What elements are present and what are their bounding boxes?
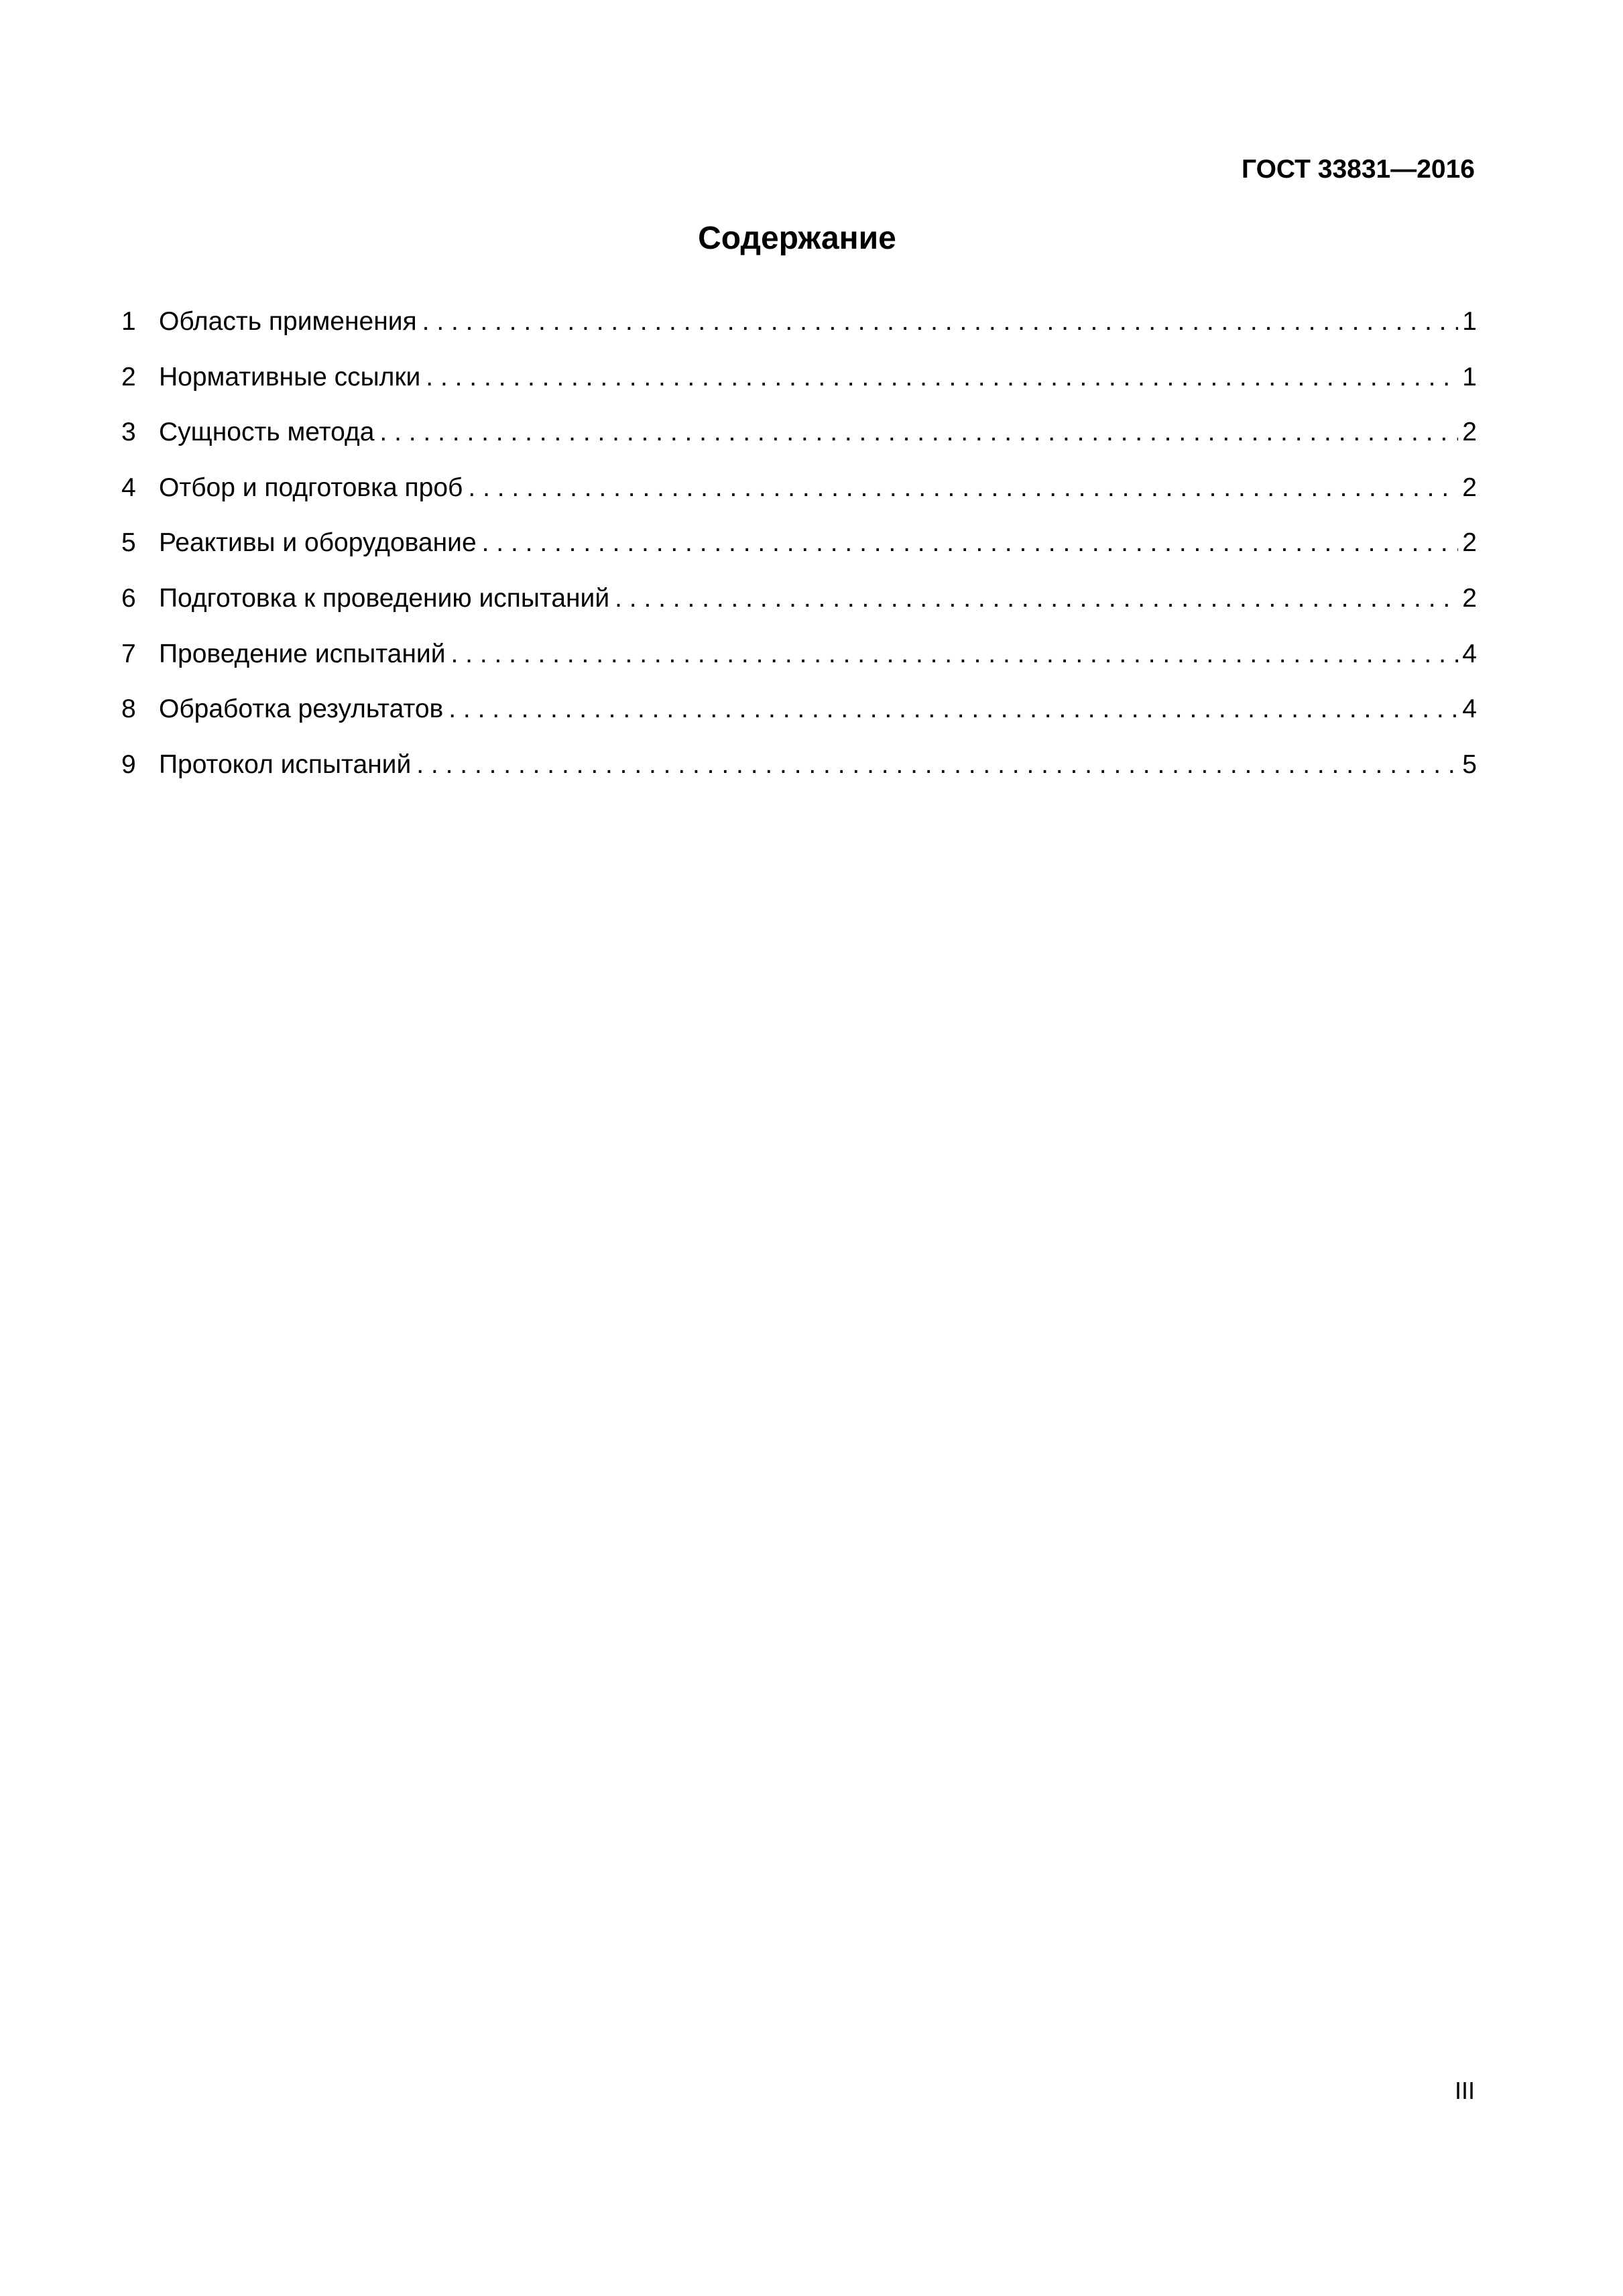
toc-entry-page: 1 <box>1462 307 1477 336</box>
toc-entry-6[interactable] <box>121 582 1477 638</box>
toc-entry-4[interactable] <box>121 471 1477 527</box>
toc-entry-number: 9 <box>121 749 136 779</box>
toc-entry-label: Подготовка к проведению испытаний <box>159 583 610 613</box>
table-of-contents <box>121 305 1477 803</box>
toc-entry-label: Обработка результатов <box>159 694 444 724</box>
toc-entry-label: Реактивы и оборудование <box>159 528 477 558</box>
toc-dot-leader <box>422 305 1459 339</box>
toc-title: Содержание <box>698 221 896 256</box>
toc-entry-page: 5 <box>1462 749 1477 779</box>
toc-entry-label: Область применения <box>159 307 417 336</box>
toc-entry-3[interactable] <box>121 416 1477 471</box>
toc-entry-page: 4 <box>1462 639 1477 668</box>
toc-dot-leader <box>426 361 1458 394</box>
toc-entry-page: 4 <box>1462 694 1477 724</box>
toc-entry-label: Протокол испытаний <box>159 749 412 779</box>
toc-entry-label: Отбор и подготовка проб <box>159 473 463 502</box>
toc-entry-label: Сущность метода <box>159 418 375 447</box>
toc-dot-leader <box>482 526 1459 560</box>
toc-entry-5[interactable] <box>121 526 1477 582</box>
toc-entry-number: 7 <box>121 639 136 668</box>
toc-entry-number: 2 <box>121 362 136 391</box>
toc-entry-page: 2 <box>1462 583 1477 613</box>
toc-entry-number: 3 <box>121 418 136 447</box>
toc-entry-page: 2 <box>1462 418 1477 447</box>
toc-entry-label: Проведение испытаний <box>159 639 446 668</box>
toc-entry-number: 5 <box>121 528 136 558</box>
toc-dot-leader <box>450 638 1458 671</box>
toc-dot-leader <box>468 471 1458 505</box>
toc-entry-8[interactable] <box>121 692 1477 748</box>
toc-dot-leader <box>416 748 1458 782</box>
toc-entry-number: 6 <box>121 583 136 613</box>
toc-entry-2[interactable] <box>121 361 1477 416</box>
toc-entry-number: 1 <box>121 307 136 336</box>
toc-dot-leader <box>379 416 1458 449</box>
toc-entry-1[interactable] <box>121 305 1477 361</box>
toc-dot-leader <box>448 692 1458 726</box>
toc-entry-7[interactable] <box>121 638 1477 693</box>
toc-entry-label: Нормативные ссылки <box>159 362 421 391</box>
toc-entry-page: 2 <box>1462 473 1477 502</box>
toc-entry-9[interactable] <box>121 748 1477 804</box>
toc-entry-page: 1 <box>1462 362 1477 391</box>
toc-entry-page: 2 <box>1462 528 1477 558</box>
toc-dot-leader <box>615 582 1458 615</box>
document-code: ГОСТ 33831—2016 <box>1242 155 1475 184</box>
toc-entry-number: 8 <box>121 694 136 724</box>
toc-entry-number: 4 <box>121 473 136 502</box>
page-number: III <box>1454 2077 1475 2104</box>
